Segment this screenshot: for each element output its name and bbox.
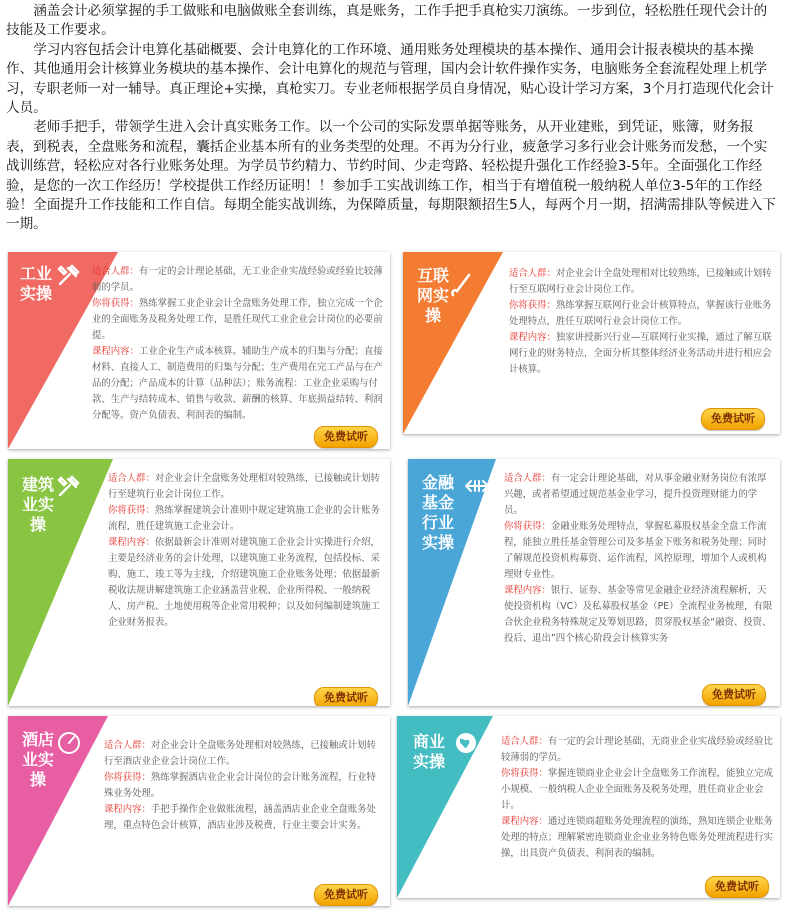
course-label: 课程内容： [108, 537, 155, 548]
audience-text: 有一定的会计理论基础，无商业企业实战经验或经验比较薄弱的学员。 [501, 736, 773, 763]
audience-label: 适合人群： [92, 266, 139, 277]
free-trial-button[interactable]: 免费试听 [314, 426, 378, 448]
gain-label: 你将获得： [501, 768, 548, 779]
card-finance [408, 459, 780, 706]
free-trial-button[interactable]: 免费试听 [314, 884, 378, 906]
audience-text: 对企业会计全盘处理相对比较熟练，已接触或计划转行至互联网行业会计岗位工作。 [509, 268, 772, 295]
card-title: 互联网实操 [416, 266, 449, 325]
course-text: 工业企业生产成本核算。辅助生产成本的归集与分配；直接材料、直接人工、制造费用的归集与分配；生产费用在完工产品与在产品的分配；产品成本的计算（品种法）；账务流程：工业企业采购与付款、生产与结转成本、销售与收款、薪酬的核算、年底损益结转、利润分配等。资产负债表、利润表的编制。 [92, 346, 383, 421]
audience-label: 适合人群： [104, 740, 151, 751]
gain-text: 掌握连锁商业企业会计全盘账务工作流程，能独立完成小规模、一般纳税人企业全面账务及税务处理，胜任商业企业会计。 [501, 768, 773, 811]
brush-icon [447, 272, 473, 298]
card-commerce [397, 716, 780, 898]
intro-paragraph: 学习内容包括会计电算化基础概要、会计电算化的工作环境、通用账务处理模块的基本操作、通用会计报表模块的基本操作、其他通用会计核算业务模块的基本操作、会计电算化的规范与管理，国内会计软件操作实务，电脑账务全套流程处理上机学习，专职老师一对一辅导。真正理论+实操，真枪实刀。专业老师根据学员自身情况，贴心设计学习方案，3个月打造现代化会计人员。 [6, 41, 774, 117]
course-text: 手把手操作企业做账流程，涵盖酒店业企业全盘账务处理，重点特色会计核算，酒店业涉及税费，行业主要会计实务。 [104, 804, 376, 831]
card-title: 建筑业实操 [21, 475, 54, 534]
course-text: 独家讲授新兴行业—互联网行业实操，通过了解互联网行业的财务特点，全面分析其整体经济业务活动并进行相应会计核算。 [509, 332, 772, 375]
course-label: 课程内容： [509, 332, 556, 343]
card-hotel [8, 716, 390, 906]
card-title: 金融基金行业实操 [421, 473, 454, 552]
gauge-icon [56, 730, 82, 756]
gain-text: 熟练掌握酒店业企业会计岗位的会计账务流程，行业特殊业务处理。 [104, 772, 376, 799]
course-label: 课程内容： [504, 585, 551, 596]
gain-label: 你将获得： [92, 298, 139, 309]
globe-icon [453, 730, 479, 756]
audience-label: 适合人群： [501, 736, 548, 747]
intro-paragraph: 涵盖会计必须掌握的手工做账和电脑做账全套训练，真是账务，工作手把手真枪实刀演练。一步到位，轻松胜任现代会计的技能及工作要求。 [6, 3, 768, 39]
gain-text: 金融业账务处理特点，掌握私募股权基金全盘工作流程，能独立胜任基金管理公司及多基金下账务和税务处理；同时了解规范投资机构募资、运作流程，风控原理，增加个人或机构理财专业性。 [504, 521, 767, 580]
audience-text: 有一定会计理论基础，对从事金融业财务岗位有浓厚兴趣，或者希望通过规范基金业学习，提升投资理财能力的学员。 [504, 473, 767, 516]
course-text: 依据最新会计准则对建筑施工企业会计实操进行介绍，主要是经济业务的会计处理，以建筑施工业务流程，包括投标、采购、施工、竣工等为主线，介绍建筑施工企业账务处理；依据最新税收法规讲解建筑施工企业涵盖营业税、企业所得税、一般纳税人、房产税、土地使用税等企业常用税种；以及如何编制建筑施工企业财务报表。 [108, 537, 380, 628]
card-title: 工业实操 [19, 264, 52, 303]
intro-text [6, 2, 780, 235]
card-content [501, 734, 774, 862]
audience-text: 有一定的会计理论基础，无工业企业实战经验或经验比较薄弱的学员。 [92, 266, 383, 293]
course-text: 通过连锁商超账务处理流程的演练，熟知连锁企业账务处理的特点；理解紧密连锁商业企业业务特色账务处理流程进行实操，出具资产负债表、利润表的编制。 [501, 816, 773, 859]
arrows-icon [464, 473, 490, 499]
gain-text: 熟练掌握建筑会计准则中规定建筑施工企业的会计账务流程，胜任建筑施工企业会计。 [108, 505, 380, 532]
free-trial-button[interactable]: 免费试听 [705, 876, 769, 898]
course-text: 银行、证券、基金等常见金融企业经济流程解析，天使投资机构（VC）及私募股权基金（PE）全流程业务梳理，有限合伙企业税务特殊规定及筹划思路，贯穿股权基金“融资、投资、投后、退出”四个核心阶段会计核算实务 [504, 585, 773, 644]
course-label: 课程内容： [104, 804, 151, 815]
free-trial-button[interactable]: 免费试听 [314, 687, 378, 706]
card-content [509, 266, 773, 378]
gain-label: 你将获得： [108, 505, 155, 516]
free-trial-button[interactable]: 免费试听 [702, 684, 766, 706]
gain-text: 熟练掌握互联网行业会计核算特点，掌握该行业账务处理特点，胜任互联网行业会计岗位工作。 [509, 300, 772, 327]
wrench-screwdriver-icon [56, 262, 82, 288]
gain-label: 你将获得： [509, 300, 556, 311]
card-industrial [8, 252, 390, 449]
card-title: 酒店业实操 [21, 730, 54, 789]
card-construction [8, 459, 390, 706]
card-title: 商业实操 [412, 732, 445, 771]
audience-label: 适合人群： [504, 473, 551, 484]
wrench-screwdriver-icon [56, 473, 82, 499]
course-label: 课程内容： [501, 816, 548, 827]
gain-label: 你将获得： [504, 521, 551, 532]
gain-label: 你将获得： [104, 772, 151, 783]
intro-paragraph: 老师手把手，带领学生进入会计真实账务工作。以一个公司的实际发票单据等账务，从开业建账，到凭证，账簿，财务报表，到税表，全盘账务和流程，囊括企业基本所有的业务类型的处理。不再为分行业，疲惫学习多行业会计账务而发愁，一个实战训练营，轻松应对各行业账务处理。为学员节约精力、节约时间、少走弯路、轻松提升强化工作经验3-5年。全面强化工作经验，是您的一次工作经历！学校提供工作经历证明！！参加手工实战训练工作，相当于有增值税一般纳税人单位3-5年的工作经验！全面提升工作技能和工作自信。每期全能实战训练，为保障质量，每期限额招生5人，每两个月一期，招满需排队等候进入下一期。 [6, 119, 776, 233]
card-content [92, 264, 384, 424]
card-content [104, 738, 384, 834]
card-content [108, 471, 384, 631]
audience-text: 对企业会计全盘账务处理相对较熟练，已接触或计划转行至酒店业企业会计岗位工作。 [104, 740, 376, 767]
audience-label: 适合人群： [509, 268, 556, 279]
card-internet [403, 252, 780, 434]
audience-label: 适合人群： [108, 473, 155, 484]
card-content [504, 471, 774, 647]
audience-text: 对企业会计全盘账务处理相对较熟练，已接触或计划转行至建筑行业会计岗位工作。 [108, 473, 380, 500]
gain-text: 熟练掌握工业企业会计全盘账务处理工作，独立完成一个企业的全面账务及税务处理工作，是胜任现代工业企业会计岗位的必要前提。 [92, 298, 383, 341]
course-label: 课程内容： [92, 346, 139, 357]
free-trial-button[interactable]: 免费试听 [701, 408, 765, 430]
